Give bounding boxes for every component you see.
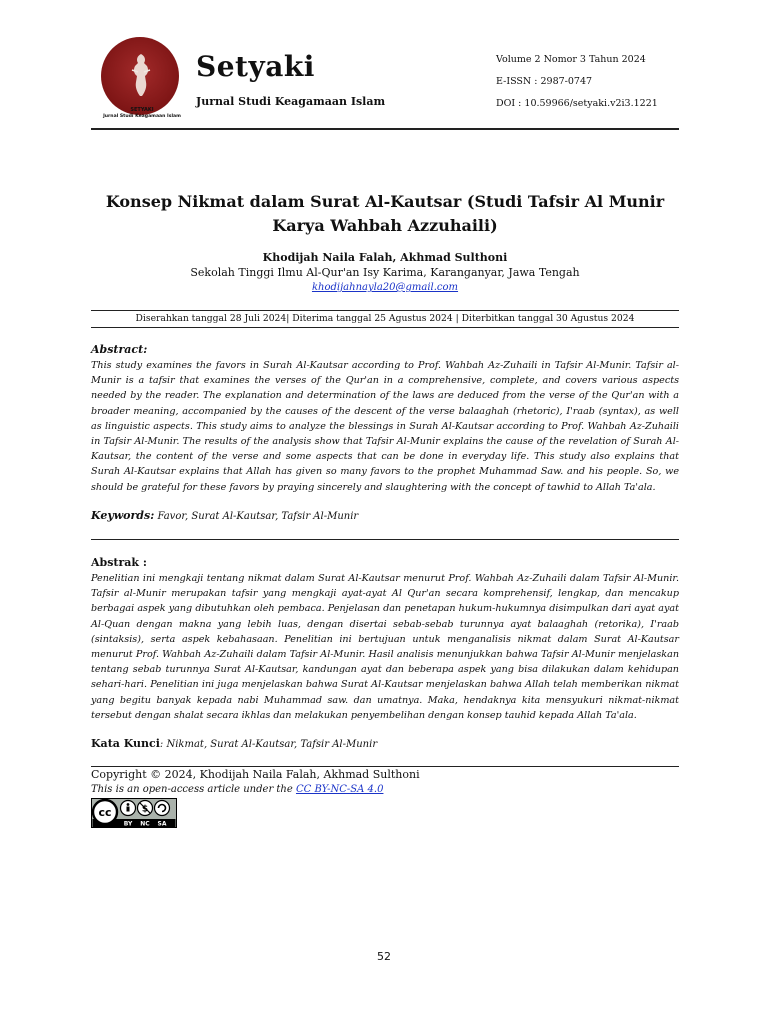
submission-dates: Diserahkan tanggal 28 Juli 2024| Diterima tanggal 25 Agustus 2024 | Diterbitkan tanggal 30 Agustus 2024: [135, 313, 635, 324]
abstract-heading: Abstract:: [91, 343, 148, 356]
copyright-notice: Copyright © 2024, Khodijah Naila Falah, Akhmad Sulthoni: [91, 768, 420, 781]
author-email-link[interactable]: khodijahnayla20@gmail.com: [311, 282, 459, 293]
keywords-values: Favor, Surat Al-Kautsar, Tafsir Al-Munir: [154, 511, 359, 522]
cc-nc-label: NC: [140, 820, 150, 828]
kata-kunci-values: : Nikmat, Surat Al-Kautsar, Tafsir Al-Munir: [159, 739, 378, 750]
logo-caption-line1: SETYAKI: [130, 107, 154, 113]
doi-info: DOI : 10.59966/setyaki.v2i3.1221: [496, 98, 658, 109]
author-affiliation: Sekolah Tinggi Ilmu Al-Qur'an Isy Karima, Karanganyar, Jawa Tengah: [190, 266, 580, 279]
volume-info: Volume 2 Nomor 3 Tahun 2024: [496, 54, 646, 65]
wayang-figure-icon: [128, 52, 154, 98]
abstrak-text: Penelitian ini mengkaji tentang nikmat dalam Surat Al-Kautsar menurut Prof. Wahbah Az-Zuhaili dalam Tafsir Al-Munir. Tafsir al-Munir merupakan tafsir yang mengkaji ayat-ayat Al Qur'an secara komprehensif, lengkap, dan mencakup berbagai aspek yang dibutuhkan oleh pembaca. Penjelasan dan penetapan hukum-hukumnya disimpulkan dari ayat ayat Al-Quan dengan makna yang lebih luas, dengan disertai sebab-sebab turunnya ayat balaaghah (retorika), I'raab (sintaksis), serta aspek kebahasaan. Penelitian ini bertujuan untuk menganalisis nikmat dalam Surat Al-Kautsar menurut Prof. Wahbah Az-Zuhaili dalam Tafsir Al-Munir. Hasil analisis menunjukkan bahwa Tafsir Al-Munir menjelaskan tentang sebab turunnya Surat Al-Kautsar, kandungan ayat dan beberapa aspek yang bisa dilakukan dalam kehidupan sehari-hari. Penelitian ini juga menjelaskan bahwa Surat Al-Kautsar menjelaskan bahwa Allah telah memberikan nikmat yang begitu banyak kepada nabi Muhammad saw. dan umatnya. Maka, hendaknya kita mensyukuri nikmat-nikmat tersebut dengan shalat secara ikhlas dan melakukan penyembelihan dengan konsep tauhid kepada Allah Ta'ala.: [91, 573, 679, 721]
eissn-info: E-ISSN : 2987-0747: [496, 76, 593, 87]
cc-sa-label: SA: [157, 820, 167, 828]
journal-title: Setyaki: [196, 50, 315, 83]
dates-divider-top: [91, 310, 679, 311]
cc-license-badge[interactable]: [91, 798, 177, 828]
journal-subtitle: Jurnal Studi Keagamaan Islam: [196, 95, 386, 108]
abstract-text: This study examines the favors in Surah Al-Kautsar according to Prof. Wahbah Az-Zuhaili in Tafsir Al-Munir. Tafsir al-Munir is a tafsir that examines the verses of the Qur'an in a comprehensive, complete, and covers various aspects needed by the reader. The explanation and determination of the laws are deduced from the verse of the Qur'an with a broader meaning, accompanied by the causes of the descent of the verse balaaghah (rhetoric), I'raab (syntax), as well as linguistic aspects. This study aims to analyze the blessings in Surah Al-Kautsar according to Prof. Wahbah Az-Zuhaili in Tafsir Al-Munir. The results of the analysis show that Tafsir Al-Munir explains the cause of the revelation of Surah Al-Kautsar, the content of the verse and some aspects that can be done in everyday life. This study also explains that Surah Al-Kautsar explains that Allah has given so many favors to the prophet Muhammad Saw. and his people. So, we should be grateful for these favors by praying sincerely and slaughtering with the concept of tawhid to Allah Ta'ala.: [91, 360, 679, 493]
svg-text:$: $: [141, 804, 149, 815]
article-authors: Khodijah Naila Falah, Akhmad Sulthoni: [262, 251, 508, 264]
logo-caption: [92, 108, 192, 119]
cc-by-label: BY: [123, 820, 133, 828]
sa-icon: [155, 801, 170, 816]
kata-kunci-line: [91, 737, 679, 750]
kata-kunci-label: Kata Kunci: [91, 737, 160, 750]
logo-caption-line2: Jurnal Studi Keagamaan Islam: [103, 113, 181, 119]
license-prefix: This is an open-access article under the: [91, 784, 296, 795]
keywords-line: [91, 509, 679, 522]
dates-divider-bottom: [91, 327, 679, 328]
keywords-label: Keywords:: [91, 509, 155, 522]
svg-text:cc: cc: [98, 806, 112, 819]
article-title: Konsep Nikmat dalam Surat Al-Kautsar (Studi Tafsir Al Munir Karya Wahbah Azzuhaili): [105, 192, 665, 235]
abstrak-heading: Abstrak :: [91, 556, 147, 569]
abstract-divider: [91, 539, 679, 540]
footer-divider: [91, 766, 679, 767]
license-link[interactable]: CC BY-NC-SA 4.0: [295, 784, 384, 795]
license-notice: [91, 784, 383, 795]
page-number: 52: [377, 950, 391, 963]
header-divider: [91, 128, 679, 130]
